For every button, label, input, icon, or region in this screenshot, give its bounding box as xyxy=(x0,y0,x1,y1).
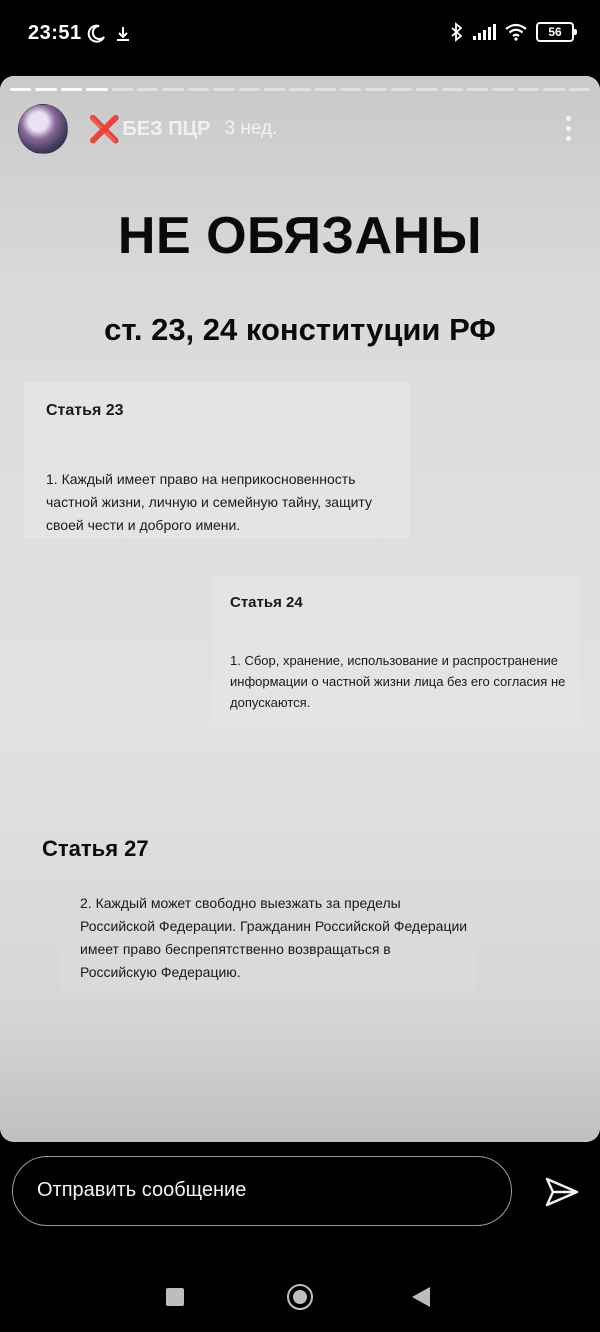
wifi-icon xyxy=(504,23,528,41)
article-23-text: 1. Каждый имеет право на неприкосновенность частной жизни, личную и семейную тайну, защиту своей чести и доброго имени. xyxy=(46,471,372,533)
progress-segment xyxy=(10,88,31,91)
progress-segment xyxy=(213,88,234,91)
battery-icon: 56 xyxy=(536,22,574,42)
progress-segment xyxy=(518,88,539,91)
article-27-heading: Статья 27 xyxy=(42,836,149,861)
progress-segment xyxy=(289,88,310,91)
status-bar xyxy=(0,0,600,70)
status-right-icons xyxy=(450,22,574,42)
account-name[interactable] xyxy=(88,116,211,142)
progress-segment xyxy=(492,88,513,91)
progress-segment xyxy=(315,88,336,91)
recents-button[interactable] xyxy=(166,1288,184,1306)
progress-segment xyxy=(86,88,107,91)
navigation-bar xyxy=(0,1262,600,1332)
progress-segment xyxy=(442,88,463,91)
article-23-heading: Статья 23 xyxy=(46,402,124,419)
message-input[interactable]: Отправить сообщение xyxy=(12,1156,512,1226)
signal-icon xyxy=(472,23,496,41)
story-progress-bars xyxy=(10,88,590,91)
account-name-label: БЕЗ ПЦР xyxy=(122,117,211,140)
progress-segment xyxy=(35,88,56,91)
progress-segment xyxy=(112,88,133,91)
story-time: 3 нед. xyxy=(224,118,278,139)
progress-segment xyxy=(137,88,158,91)
back-button[interactable] xyxy=(412,1287,430,1307)
progress-segment xyxy=(467,88,488,91)
story-title: НЕ ОБЯЗАНЫ xyxy=(117,207,483,265)
progress-segment xyxy=(188,88,209,91)
send-icon[interactable] xyxy=(544,1174,580,1210)
avatar[interactable] xyxy=(18,104,68,154)
progress-segment xyxy=(239,88,260,91)
home-button[interactable] xyxy=(287,1284,313,1310)
progress-segment xyxy=(365,88,386,91)
progress-segment xyxy=(61,88,82,91)
article-27-card xyxy=(60,884,476,992)
article-24-card xyxy=(212,576,580,726)
status-left-icons xyxy=(86,24,132,44)
story-viewer[interactable] xyxy=(0,76,600,1142)
status-time: 23:51 xyxy=(28,22,82,44)
moon-icon xyxy=(86,24,106,44)
progress-segment xyxy=(416,88,437,91)
article-24-heading: Статья 24 xyxy=(230,594,303,611)
cross-mark-icon: ❌ xyxy=(88,114,121,144)
article-24-text: 1. Сбор, хранение, использование и распространение информации о частной жизни лица без его согласия не допускаются. xyxy=(230,653,566,710)
download-icon xyxy=(114,25,132,43)
story-subtitle: ст. 23, 24 конституции РФ xyxy=(104,312,496,347)
bluetooth-icon xyxy=(450,22,464,42)
article-27-text: 2. Каждый может свободно выезжать за пределы Российской Федерации. Гражданин Российской Федерации имеет право беспрепятственно возвращаться в Российскую Федерацию. xyxy=(80,895,468,980)
article-23-card xyxy=(24,382,410,538)
more-options-icon[interactable] xyxy=(566,116,572,141)
progress-segment xyxy=(340,88,361,91)
progress-segment xyxy=(543,88,564,91)
progress-segment xyxy=(391,88,412,91)
story-header[interactable] xyxy=(18,104,277,154)
progress-segment xyxy=(569,88,590,91)
progress-segment xyxy=(264,88,285,91)
progress-segment xyxy=(162,88,183,91)
